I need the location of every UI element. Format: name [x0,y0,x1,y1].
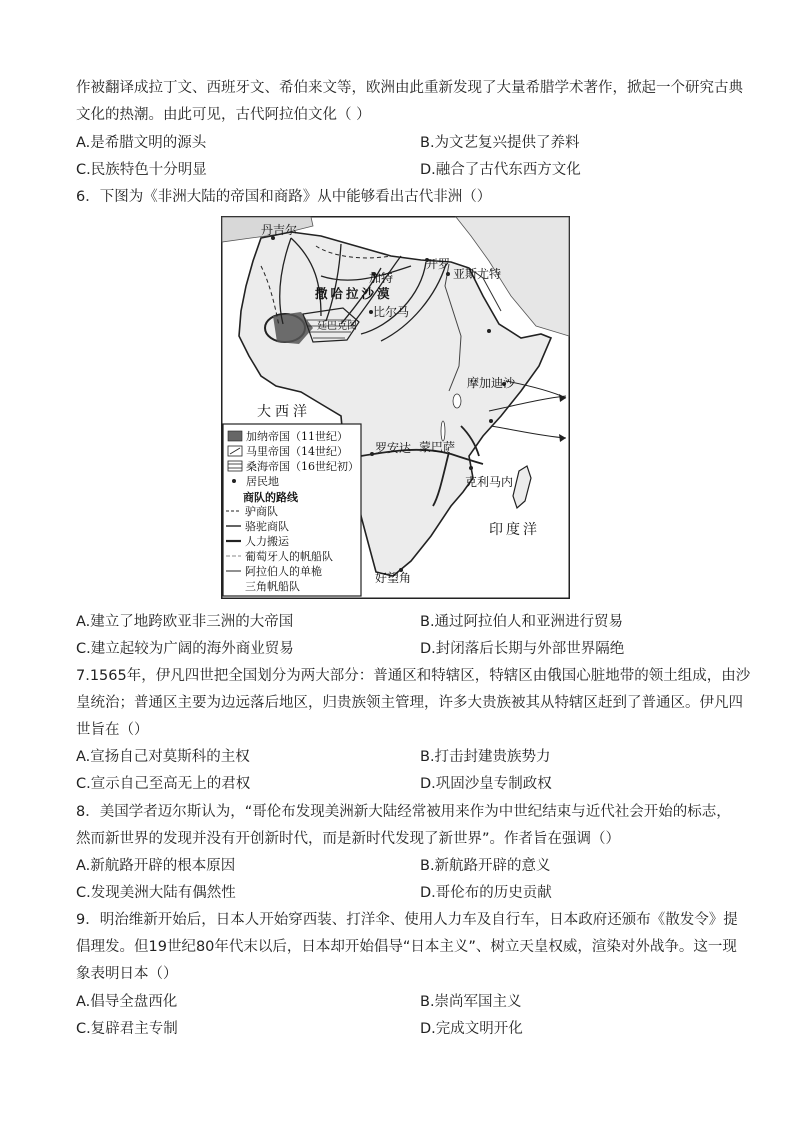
legend-portuguese: 葡萄牙人的帆船队 [245,550,333,563]
q9-option-d: D.完成文明开化 [420,1021,523,1037]
q9-option-b: B.崇尚军国主义 [420,994,522,1010]
q7-stem-line-3: 世旨在（） [76,722,149,738]
q9-stem-line-3: 象表明日本（） [76,966,178,982]
q6-option-b: B.通过阿拉伯人和亚洲进行贸易 [420,614,624,630]
q5-option-b: B.为文艺复兴提供了养料 [420,135,580,151]
q5-option-c: C.民族特色十分明显 [76,162,207,178]
place-ghat: 加特 [369,271,394,285]
q8-option-c: C.发现美洲大陆有偶然性 [76,885,236,901]
q7-stem-line-2: 皇统治；普通区主要为边远落后地区，归贵族领主管理，许多大贵族被其从特辖区赶到了普通区。伊凡四 [76,695,743,711]
lake-tanganyika [441,421,445,441]
legend-porter: 人力搬运 [245,535,289,548]
q7-option-b: B.打击封建贵族势力 [420,749,551,765]
q6-option-c: C.建立起较为广阔的海外商业贸易 [76,641,294,657]
q7-stem-line-1: 7.1565年，伊凡四世把全国划分为两大部分：普通区和特辖区，特辖区由俄国心脏地带的领土组成，由沙 [76,668,751,684]
q9-option-c: C.复辟君主专制 [76,1021,178,1037]
lake-victoria [453,394,461,408]
q6-option-a: A.建立了地跨欧亚非三洲的大帝国 [76,614,294,630]
place-cape-of-good-hope: 好望角 [375,571,412,585]
place-cairo: 开罗 [426,257,451,271]
place-indian-ocean: 印度洋 [489,522,540,538]
q8-option-b: B.新航路开辟的意义 [420,858,551,874]
q8-stem-line-2: 然而新世界的发现并没有开创新时代，而是新时代发现了新世界”。作者旨在强调（） [76,831,621,847]
place-sahara: 撒哈拉沙漠 [315,286,393,301]
legend-donkey: 驴商队 [245,505,278,518]
legend-camel: 骆驼商队 [245,520,289,533]
legend-routes-title: 商队的路线 [243,491,298,504]
place-mogadishu: 摩加迪沙 [467,376,516,390]
q9-stem-line-2: 倡理发。但19世纪80年代末以后，日本却开始倡导“日本主义”、树立天皇权威，渲染对外战争。这一现 [76,939,737,955]
place-quelimane: 克利马内 [465,475,514,489]
q6-stem: 6．下图为《非洲大陆的帝国和商路》从中能够看出古代非洲（） [76,189,492,205]
legend-arab-line-1: 阿拉伯人的单桅 [245,565,322,578]
q7-option-d: D.巩固沙皇专制政权 [420,776,552,792]
place-luanda: 罗安达 [375,441,412,455]
place-timbuktu: 廷巴克图 [317,321,357,332]
place-atlantic: 大西洋 [257,404,311,420]
q8-stem-line-1: 8．美国学者迈尔斯认为，“哥伦布发现美洲新大陆经常被用来作为中世纪结束与近代社会开始的标志， [76,804,731,820]
q8-option-a: A.新航路开辟的根本原因 [76,858,236,874]
q8-option-d: D.哥伦布的历史贡献 [420,885,552,901]
q9-option-a: A.倡导全盘西化 [76,994,178,1010]
legend-mali: 马里帝国（14世纪） [246,445,348,458]
q7-option-c: C.宣示自己至高无上的君权 [76,776,251,792]
place-mombasa: 蒙巴萨 [419,440,456,454]
place-asyut: 亚斯尤特 [453,267,502,281]
legend-ghana: 加纳帝国（11世纪） [246,430,348,443]
q5-option-d: D.融合了古代东西方文化 [420,162,581,178]
q5-stem-line-1: 作被翻译成拉丁文、西班牙文、希伯来文等，欧洲由此重新发现了大量希腊学术著作，掀起一个研究古典 [76,80,743,96]
q5-stem-line-2: 文化的热潮。由此可见，古代阿拉伯文化（ ） [76,107,371,123]
q5-option-a: A.是希腊文明的源头 [76,135,207,151]
place-bilma: 比尔马 [373,305,410,319]
legend-arab-line-2: 三角帆船队 [245,580,300,593]
legend-settlement: 居民地 [246,475,279,488]
q9-stem-line-1: 9．明治维新开始后，日本人开始穿西装、打洋伞、使用人力车及自行车，日本政府还颁布《散发令》提 [76,912,738,928]
q6-option-d: D.封闭落后长期与外部世界隔绝 [420,641,625,657]
legend-songhai: 桑海帝国（16世纪初） [246,460,359,473]
q7-option-a: A.宣扬自己对莫斯科的主权 [76,749,250,765]
place-tangier: 丹吉尔 [261,223,298,237]
africa-empires-trade-routes-map [221,216,570,599]
